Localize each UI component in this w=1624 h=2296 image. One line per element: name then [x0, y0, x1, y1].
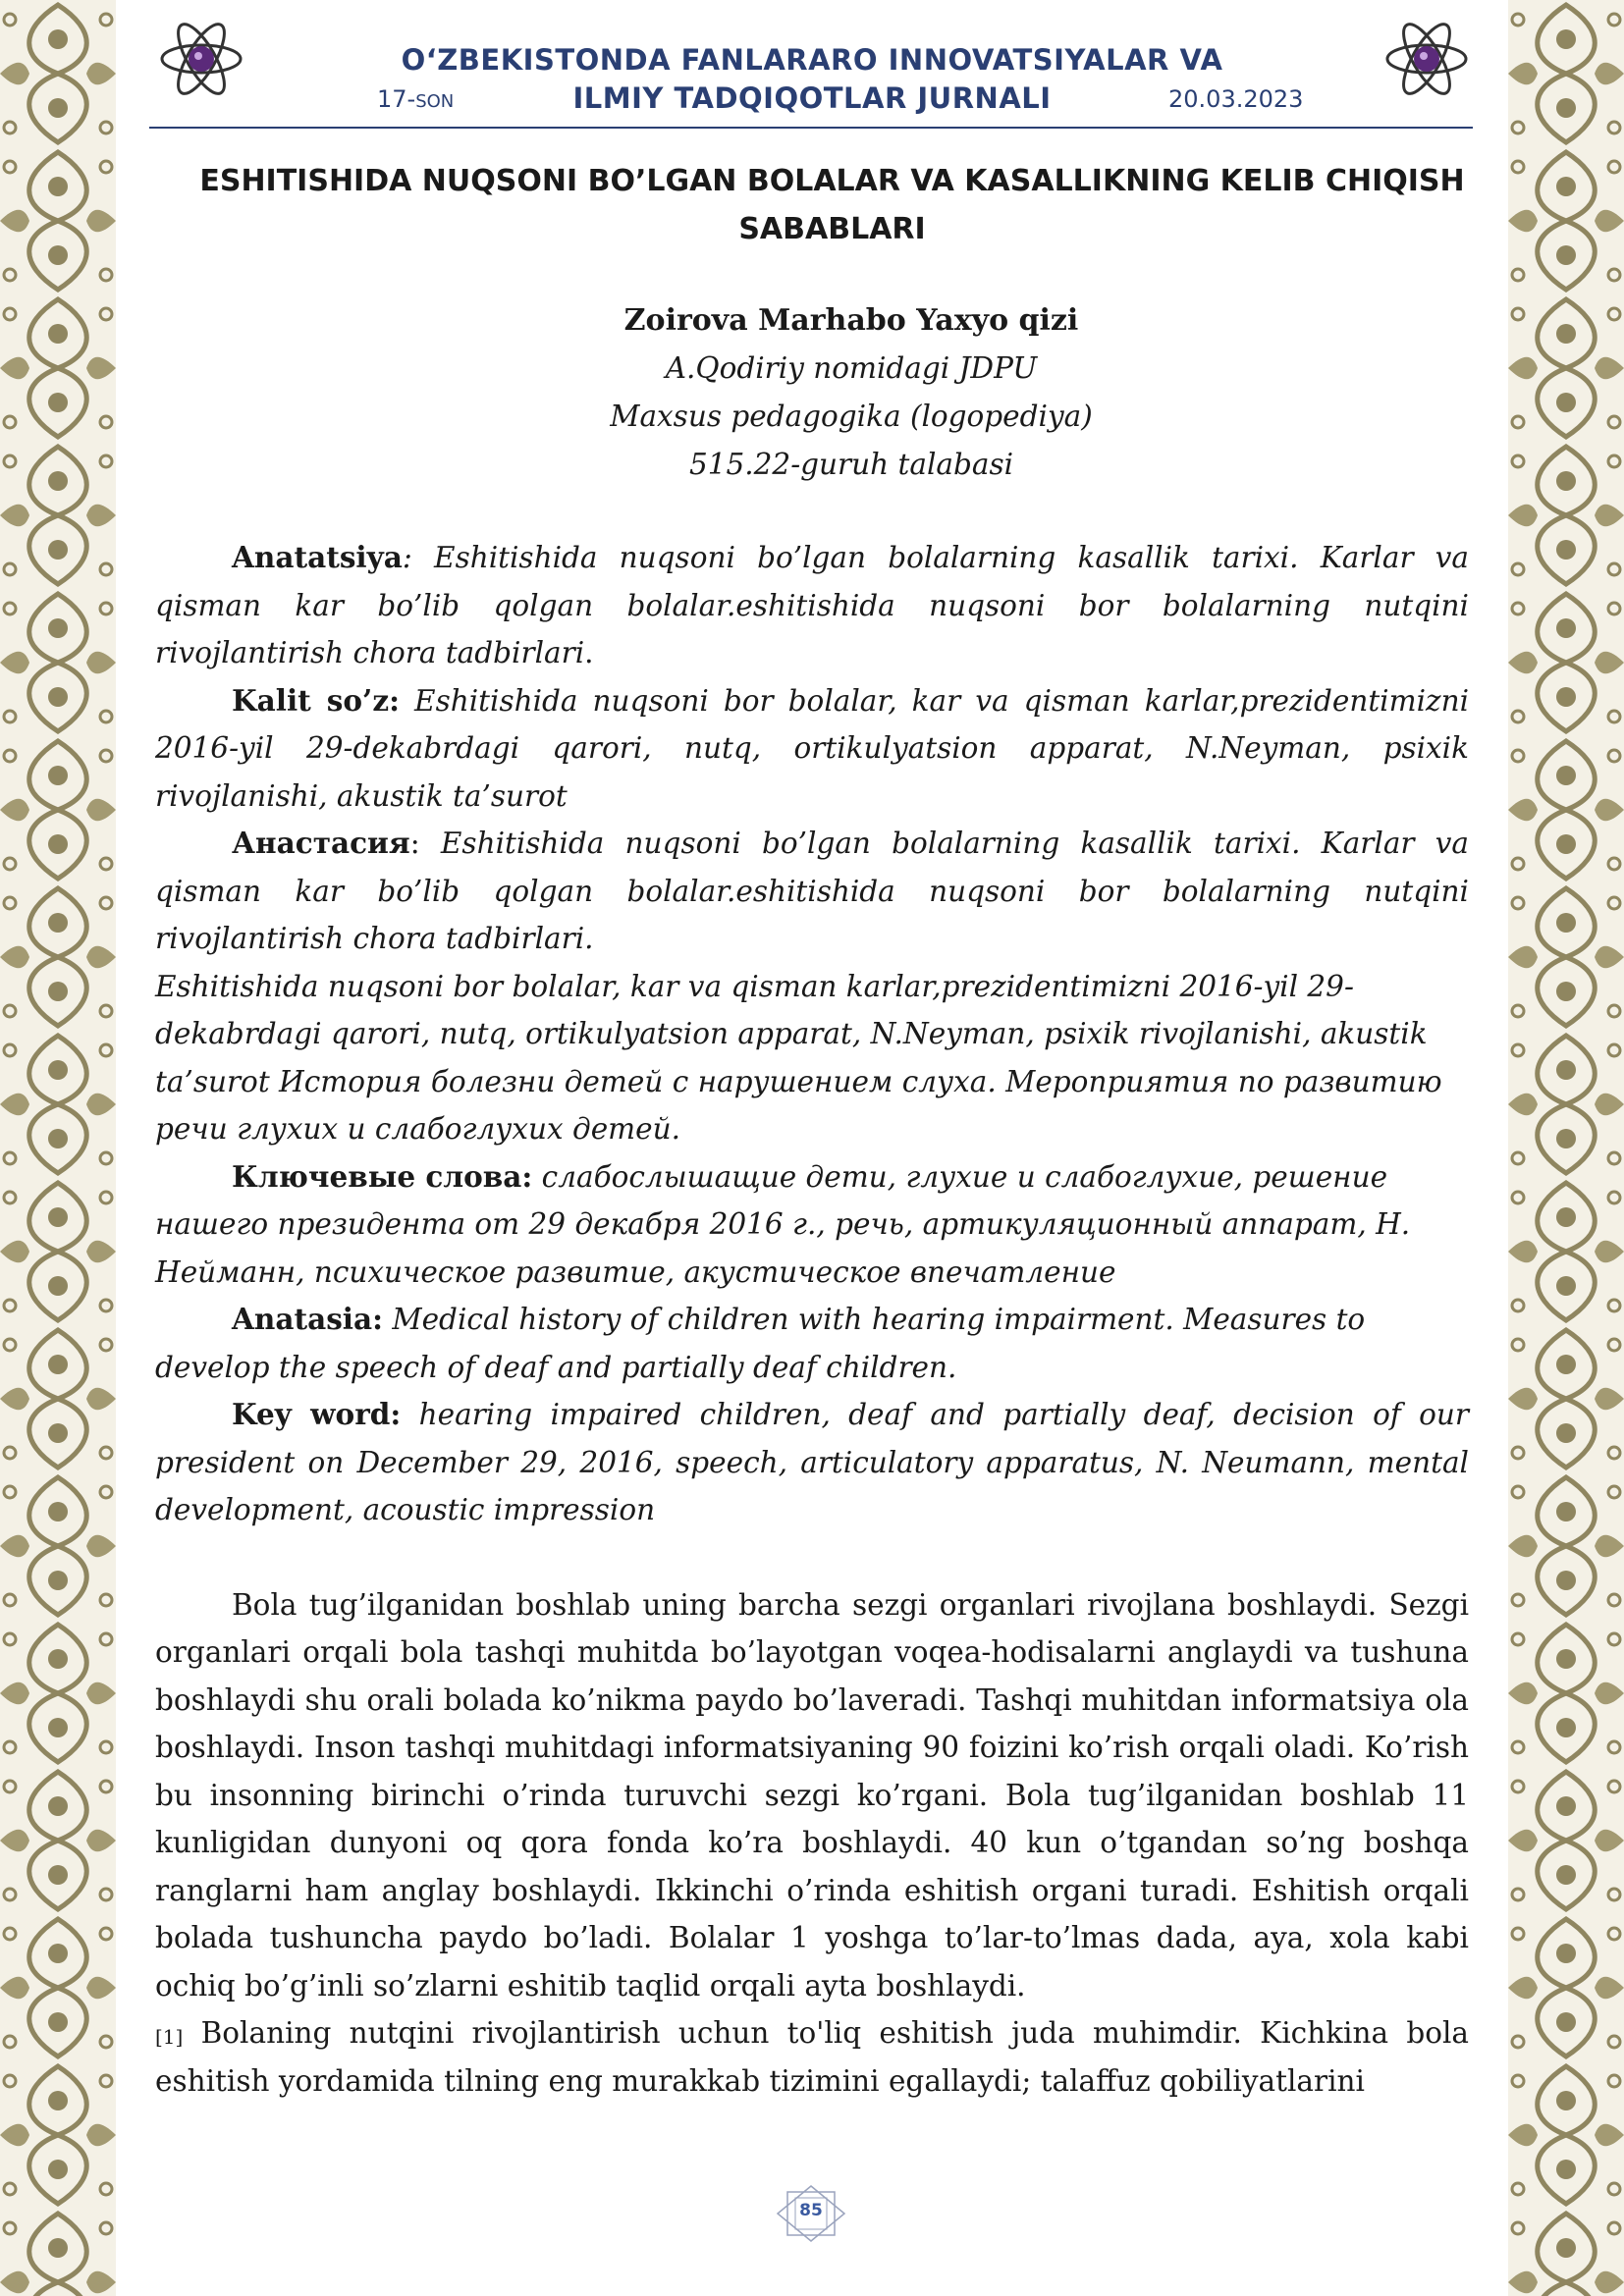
header-divider [149, 127, 1473, 129]
article-title: ESHITISHIDA NUQSONI BO’LGAN BOLALAR VA KASALLIKNING KELIB CHIQISH SABABLARI [199, 164, 1465, 246]
uz-abstract: Anatatsiya: Eshitishida nuqsoni bo’lgan bolalarning kasallik tarixi. Karlar va qisman kar bo’lib qolgan bolalar.eshitishida nuqsoni bor bolalarning nutqini rivojlantirish chora tadbirlari. [155, 540, 1469, 669]
journal-title-line2: ILMIY TADQIQOTLAR JURNALI [572, 81, 1052, 115]
ornamental-border-left [0, 0, 116, 2296]
body-paragraph: Bola tug’ilganidan boshlab uning barcha sezgi organlari rivojlana boshlaydi. Sezgi organlari orqali bola tashqi muhitda bo’layotgan voqea-hodisalarni anglaydi va tushuna boshlaydi shu orali bolada ko’nikma paydo bo’laveradi. Tashqi muhitdan informatsiya ola boshlaydi. Inson tashqi muhitdagi informatsiyaning 90 foizini ko’rish orqali oladi. Ko’rish bu insonning birinchi o’rinda turuvchi sezgi ko’rgani. Bola tug’ilganidan boshlab 11 kunligidan dunyoni oq qora fonda ko’ra boshlaydi. 40 kun o’tgandan so’ng boshqa ranglarni ham anglay boshlaydi. Ikkinchi o’rinda eshitish organi turadi. Eshitish orqali bolada tushuncha paydo bo’ladi. Bolalar 1 yoshga to’lar-to’lmas dada, aya, xola kabi ochiq bo’g’inli so’zlarni eshitib taqlid orqali ayta boshlaydi. [1] Bolaning nutqini rivojlantirish uchun to'liq eshitish juda muhimdir. Kichkina bola eshitish yordamida tilning eng murakkab tizimini egallaydi; talaffuz qobiliyatlarini [155, 1587, 1469, 2098]
keywords-label: Key word: [232, 1397, 402, 1431]
abstract-label: Anatatsiya [232, 540, 403, 574]
ru-abstract: Анастасия: Eshitishida nuqsoni bo’lgan bolalarning kasallik tarixi. Karlar va qisman kar bo’lib qolgan bolalar.eshitishida nuqsoni bor bolalarning nutqini rivojlantirish chora tadbirlari. [155, 826, 1469, 955]
page-number: 85 [799, 2201, 823, 2220]
author-block [157, 296, 1545, 489]
journal-title-line1: O‘ZBEKISTONDA FANLARARO INNOVATSIYALAR VA [401, 43, 1223, 77]
abstract-label: Anatasia: [232, 1302, 384, 1336]
issue-date: 20.03.2023 [1168, 85, 1304, 113]
article-content [155, 534, 1469, 2105]
affiliation-line: A.Qodiriy nomidagi JDPU [665, 351, 1038, 385]
page-number-badge [774, 2184, 848, 2243]
abstract-label: Анастасия [232, 826, 410, 860]
en-abstract: Anatasia: Medical history of children with hearing impairment. Measures to develop the speech of deaf and partially deaf children. [155, 1302, 1366, 1384]
footnote-reference[interactable]: [1] [155, 2025, 184, 2049]
affiliation-line: Maxsus pedagogika (logopediya) [610, 400, 1093, 433]
affiliation-line: 515.22-guruh talabasi [688, 448, 1014, 481]
author-name: Zoirova Marhabo Yaxyo qizi [623, 303, 1079, 338]
atom-logo-icon [1382, 18, 1471, 100]
uz-keywords: Kalit so’z: Eshitishida nuqsoni bor bolalar, kar va qisman karlar,prezidentimizni 2016-yil 29-dekabrdagi qarori, nutq, ortikulyatsion apparat, N.Neyman, psixik rivojlanishi, akustik ta’surot [155, 682, 1469, 813]
keywords-label: Ключевые слова: [232, 1158, 533, 1194]
ru-abstract-continued: Eshitishida nuqsoni bor bolalar, kar va qisman karlar,prezidentimizni 2016-yil 29- dekabrdagi qarori, nutq, ortikulyatsion apparat, N.Neyman, psixik rivojlanishi, akustik ta’surot История болезни детей с нарушением слуха. Мероприятия по развитию речи глухих и слабоглухих детей. [155, 969, 1442, 1146]
atom-logo-icon [157, 18, 245, 100]
issue-number: 17-SON [377, 85, 455, 113]
ru-keywords: Ключевые слова: слабослышащие дети, глухие и слабоглухие, решение нашего президента от 29 декабря 2016 г., речь, артикуляционный аппарат, Н. Нейманн, психическое развитие, акустическое впечатление [155, 1158, 1411, 1289]
keywords-label: Kalit so’z: [232, 682, 400, 718]
en-keywords: Key word: hearing impaired children, deaf and partially deaf, decision of our president on December 29, 2016, speech, articulatory apparatus, N. Neumann, mental development, acoustic impression [155, 1397, 1469, 1526]
